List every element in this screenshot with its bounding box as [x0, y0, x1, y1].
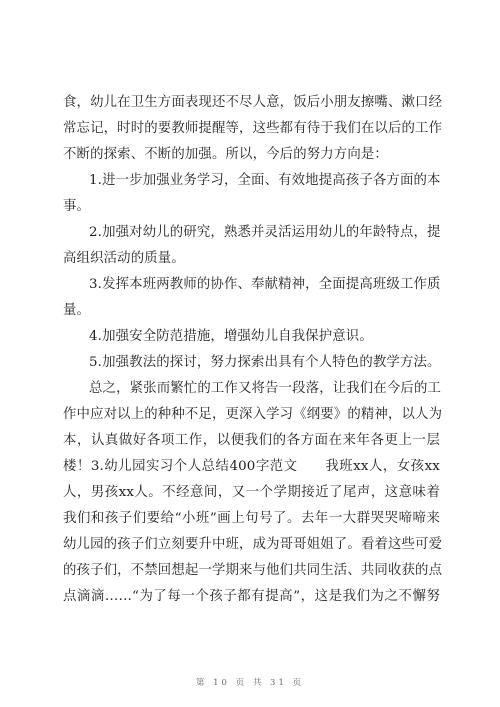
body-text	[63, 90, 443, 610]
list-item-line: 2.加强对幼儿的研究，熟悉并灵活运用幼儿的年龄特点，提	[89, 225, 441, 240]
text-line: 人，男孩xx人。不经意间，又一个学期接近了尾声，这意味着	[63, 485, 440, 500]
list-item-line: 4.加强安全防范措施，增强幼儿自我保护意识。	[89, 329, 373, 344]
text-line: 不断的探索、不断的加强。所以，今后的努力方向是：	[63, 147, 388, 162]
list-item-line: 5.加强教法的探讨，努力探索出具有个人特色的教学方法。	[89, 355, 441, 370]
list-item-line: 1.进一步加强业务学习，全面、有效地提高孩子各方面的本	[89, 173, 441, 188]
text-line: 本，认真做好各项工作，以便我们的各方面在来年各更上一层	[63, 433, 440, 448]
text-line: 食，幼儿在卫生方面表现还不尽人意，饭后小朋友擦嘴、漱口经	[63, 95, 443, 110]
text-line: 常忘记，时时的要教师提醒等，这些都有待于我们在以后的工作	[63, 121, 443, 136]
list-item-line: 高组织活动的质量。	[63, 251, 185, 266]
text-line: 的孩子们，不禁回想起一学期来与他们共同生活、共同收获的点	[63, 563, 443, 578]
text-line: 总之，紧张而繁忙的工作又将告一段落，让我们在今后的工	[89, 381, 442, 396]
text-line: 楼！3.幼儿园实习个人总结400字范文 我班xx人，女孩xx	[63, 459, 440, 474]
text-line: 幼儿园的孩子们立刻要升中班，成为哥哥姐姐了。看着这些可爱	[63, 537, 443, 552]
page-number-footer: 第 10 页 共 31 页	[195, 678, 305, 688]
text-line: 我们和孩子们要给“小班”画上句号了。去年一大群哭哭啼啼来	[63, 511, 440, 526]
list-item-line: 事。	[63, 199, 91, 214]
text-line: 点滴滴……“为了每一个孩子都有提高”，这是我们为之不懈努	[63, 589, 440, 604]
text-line: 作中应对以上的种种不足，更深入学习《纲要》的精神，以人为	[63, 407, 443, 422]
list-item-line: 量。	[63, 303, 91, 318]
list-item-line: 3.发挥本班两教师的协作、奉献精神，全面提高班级工作质	[89, 277, 441, 292]
